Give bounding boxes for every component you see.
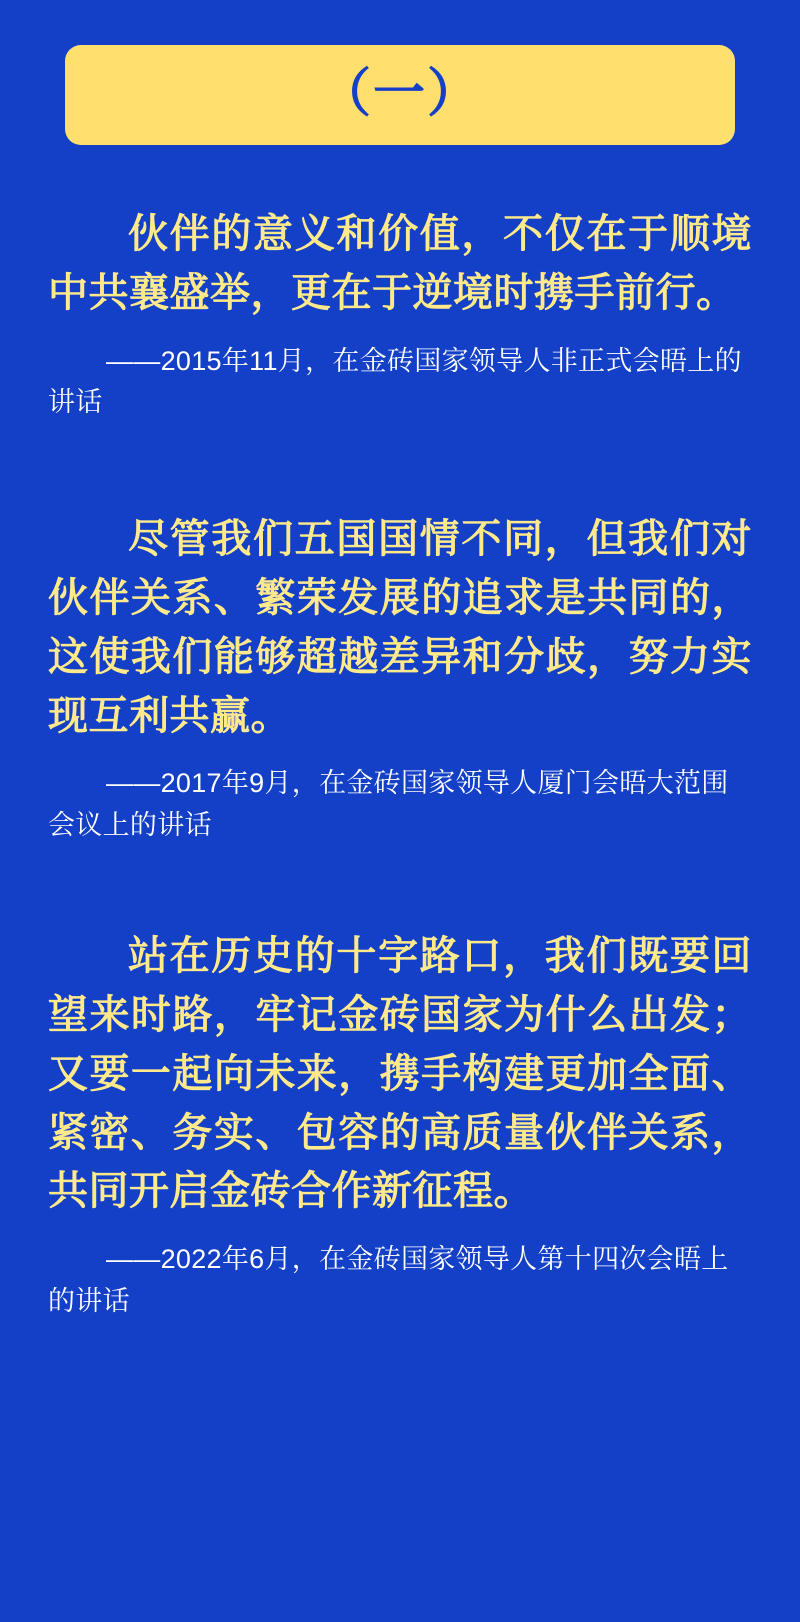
quote-source: ——2015年11月，在金砖国家领导人非正式会晤上的讲话 <box>48 345 742 418</box>
spacer <box>0 881 800 927</box>
quote-block <box>0 510 800 847</box>
quote-text: 伙伴的意义和价值，不仅在于顺境中共襄盛举，更在于逆境时携手前行。 <box>48 211 752 315</box>
quote-source: ——2017年9月，在金砖国家领导人厦门会晤大范围会议上的讲话 <box>48 768 729 841</box>
section-number-label: （一） <box>318 66 481 123</box>
section-number-badge <box>65 45 735 145</box>
quote-block <box>0 927 800 1323</box>
spacer <box>0 458 800 510</box>
quote-source: ——2022年6月，在金砖国家领导人第十四次会晤上的讲话 <box>48 1244 729 1316</box>
quote-text: 尽管我们五国国情不同，但我们对伙伴关系、繁荣发展的追求是共同的，这使我们能够超越差异和分歧，努力实现互利共赢。 <box>48 516 752 738</box>
quote-text: 站在历史的十字路口，我们既要回望来时路，牢记金砖国家为什么出发；又要一起向未来，携手构建更加全面、紧密、务实、包容的高质量伙伴关系，共同开启金砖合作新征程。 <box>48 933 752 1214</box>
quote-block <box>0 205 800 424</box>
quotes-container <box>0 205 800 1323</box>
